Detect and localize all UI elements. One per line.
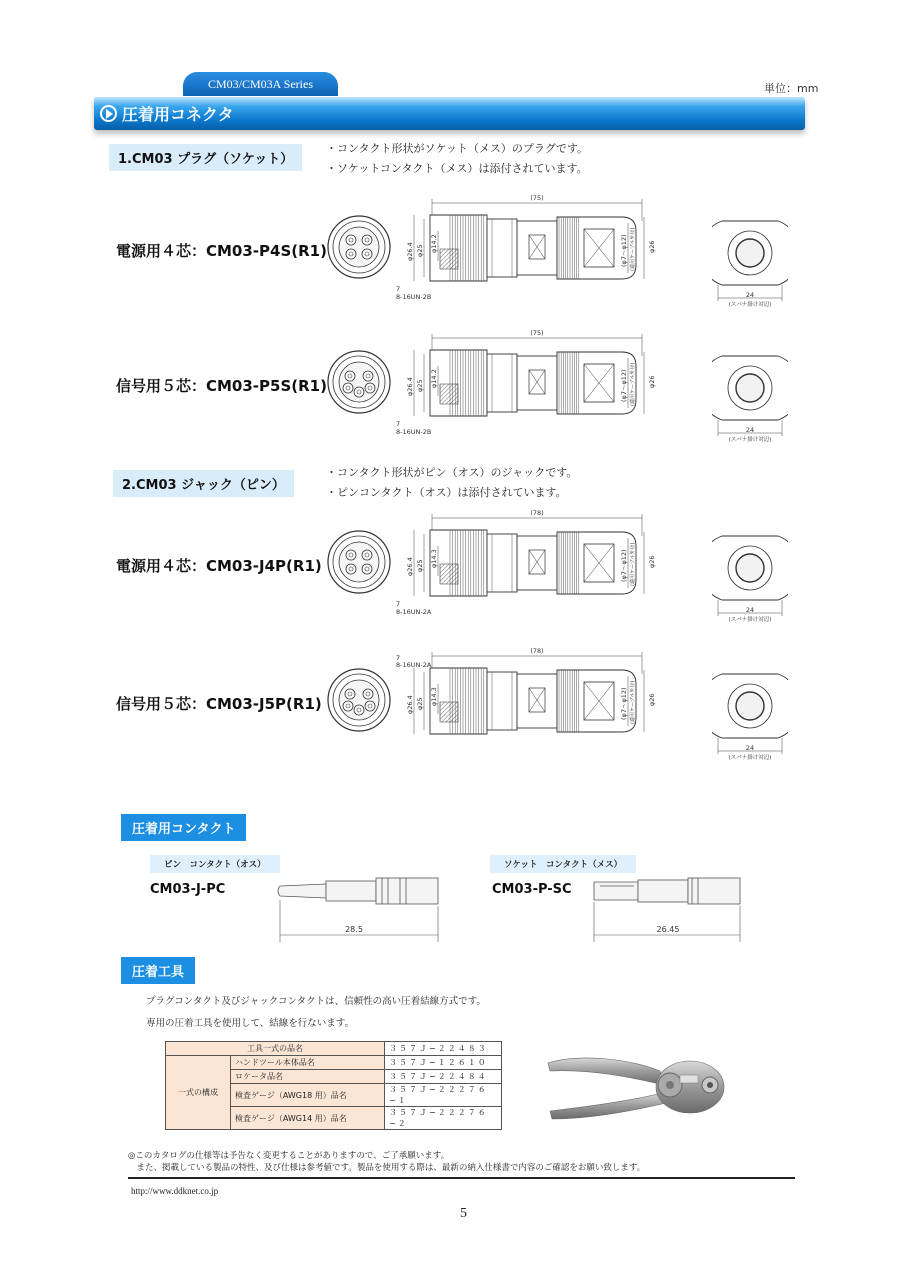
dimension-d2-label: φ25 xyxy=(416,244,424,257)
dimension-d4-label: φ26 xyxy=(648,555,656,568)
dimension-d4-label: φ26 xyxy=(648,240,656,253)
front-view-drawing xyxy=(326,667,392,733)
unit-label: 単位：mm xyxy=(764,82,819,95)
page-title: 圧着用コネクタ xyxy=(122,105,234,124)
contacts-title: 圧着用コンタクト xyxy=(121,814,246,841)
table-row-label: ハンドツール本体品名 xyxy=(231,1056,385,1070)
thread-num-label: 7 xyxy=(396,654,401,662)
dimension-d4-label: φ26 xyxy=(648,693,656,706)
dimension-d1-label: φ26.4 xyxy=(406,242,414,261)
end-view-drawing xyxy=(712,211,788,311)
socket-contact-length: 26.45 xyxy=(656,925,680,934)
section1-bullets: ・コンタクト形状がソケット（メス）のプラグです。 ・ソケットコンタクト（メス）は添付されています。 xyxy=(326,142,589,175)
page-number: 5 xyxy=(460,1206,467,1221)
side-view-drawing xyxy=(392,326,672,438)
thread-num-label: 7 xyxy=(396,285,401,293)
wrench-size-label: 24 xyxy=(745,606,755,614)
crimp-tool-photo xyxy=(540,1045,740,1130)
model-name: 電源用４芯：CM03-J4P(R1) xyxy=(116,557,322,575)
table-row-value: ３５７Ｊ−２２２７６−２ xyxy=(385,1107,502,1130)
socket-contact-label: ソケット コンタクト（メス） xyxy=(490,855,636,873)
cable-note-label: (適用ケーブル外径) xyxy=(630,362,636,406)
series-tab: CM03/CM03A Series xyxy=(183,72,338,96)
cable-range-label: (φ7～φ12) xyxy=(620,234,628,267)
thread-spec-label: 8-16UN-2B xyxy=(396,293,432,301)
thread-num-label: 7 xyxy=(396,600,401,608)
wrench-size-label: 24 xyxy=(745,426,755,434)
end-view-drawing xyxy=(712,664,788,764)
thread-spec-label: 8-16UN-2A xyxy=(396,608,432,616)
pin-contact-drawing xyxy=(270,870,450,945)
end-view-drawing xyxy=(712,346,788,446)
table-row-value: ３５７Ｊ−２２２７６−１ xyxy=(385,1084,502,1107)
thread-spec-label: 8-16UN-2B xyxy=(396,428,432,436)
dimension-d2-label: φ25 xyxy=(416,379,424,392)
table-row-label: 検査ゲージ（AWG14 用）品名 xyxy=(231,1107,385,1130)
table-header-value: ３５７Ｊ−２２４８３ xyxy=(385,1042,502,1056)
play-circle-icon xyxy=(100,105,117,122)
dimension-d4-label: φ26 xyxy=(648,375,656,388)
table-row-value: ３５７Ｊ−２２４８４ xyxy=(385,1070,502,1084)
footer-divider xyxy=(128,1177,795,1179)
tool-para1: プラグコンタクト及びジャックコンタクトは、信頼性の高い圧着結線方式です。 xyxy=(146,996,486,1007)
tool-table xyxy=(165,1041,502,1130)
wrench-note-label: (スパナ掛け対辺) xyxy=(728,302,772,308)
cable-note-label: (適用ケーブル外径) xyxy=(630,227,636,271)
front-view-drawing xyxy=(326,349,392,415)
tool-title: 圧着工具 xyxy=(121,957,195,984)
dimension-d3-label: φ14.3 xyxy=(430,549,438,568)
dimension-d3-label: φ14.2 xyxy=(430,234,438,253)
section2-bullets: ・コンタクト形状がピン（オス）のジャックです。 ・ピンコンタクト（オス）は添付されています。 xyxy=(326,466,578,499)
footer-note: ◎このカタログの仕様等は予告なく変更することがありますので、ご了承願います。 また、掲載している製品の特性、及び仕様は参考値です。製品を使用する際は、最新の納入仕様書で内容のご確認をお願い致します。 xyxy=(128,1150,646,1172)
end-view-drawing xyxy=(712,526,788,626)
front-view-drawing xyxy=(326,529,392,595)
dimension-d1-label: φ26.4 xyxy=(406,557,414,576)
side-view-drawing xyxy=(392,191,672,303)
table-group-label: 一式の構成 xyxy=(166,1056,231,1130)
table-row xyxy=(166,1056,502,1070)
dimension-d3-label: φ14.2 xyxy=(430,369,438,388)
pin-contact-model: CM03-J-PC xyxy=(150,882,226,897)
table-row xyxy=(166,1042,502,1056)
cable-range-label: (φ7～φ12) xyxy=(620,687,628,720)
pin-contact-length: 28.5 xyxy=(345,925,363,934)
wrench-size-label: 24 xyxy=(745,291,755,299)
thread-spec-label: 8-16UN-2A xyxy=(396,661,432,669)
side-view-drawing xyxy=(392,644,672,756)
overall-length-label: (78) xyxy=(530,509,544,517)
side-view-drawing xyxy=(392,506,672,618)
front-view-drawing xyxy=(326,214,392,280)
dimension-d3-label: φ14.3 xyxy=(430,687,438,706)
cable-range-label: (φ7～φ12) xyxy=(620,549,628,582)
socket-contact-model: CM03-P-SC xyxy=(492,882,572,897)
table-header-label: 工具一式の品名 xyxy=(166,1042,385,1056)
cable-note-label: (適用ケーブル外径) xyxy=(630,680,636,724)
socket-contact-drawing xyxy=(588,870,748,945)
dimension-d1-label: φ26.4 xyxy=(406,695,414,714)
footer-url[interactable]: http://www.ddknet.co.jp xyxy=(131,1186,219,1196)
wrench-note-label: (スパナ掛け対辺) xyxy=(728,755,772,761)
table-row-value: ３５７Ｊ−１２６１０ xyxy=(385,1056,502,1070)
pin-contact-label: ピン コンタクト（オス） xyxy=(150,855,280,873)
wrench-note-label: (スパナ掛け対辺) xyxy=(728,617,772,623)
overall-length-label: (75) xyxy=(530,329,544,337)
title-bar xyxy=(94,97,805,130)
model-name: 電源用４芯：CM03-P4S(R1) xyxy=(116,242,327,260)
model-name: 信号用５芯：CM03-J5P(R1) xyxy=(116,695,322,713)
table-row-label: 検査ゲージ（AWG18 用）品名 xyxy=(231,1084,385,1107)
thread-num-label: 7 xyxy=(396,420,401,428)
wrench-size-label: 24 xyxy=(745,744,755,752)
overall-length-label: (75) xyxy=(530,194,544,202)
wrench-note-label: (スパナ掛け対辺) xyxy=(728,437,772,443)
section1-label: 1.CM03 プラグ（ソケット） xyxy=(109,144,302,171)
dimension-d2-label: φ25 xyxy=(416,697,424,710)
section2-label: 2.CM03 ジャック（ピン） xyxy=(113,470,294,497)
tool-para2: 専用の圧着工具を使用して、結線を行ないます。 xyxy=(146,1018,355,1029)
cable-range-label: (φ7～φ12) xyxy=(620,369,628,402)
table-row-label: ロケータ品名 xyxy=(231,1070,385,1084)
dimension-d1-label: φ26.4 xyxy=(406,377,414,396)
overall-length-label: (78) xyxy=(530,647,544,655)
dimension-d2-label: φ25 xyxy=(416,559,424,572)
cable-note-label: (適用ケーブル外径) xyxy=(630,542,636,586)
model-name: 信号用５芯：CM03-P5S(R1) xyxy=(116,377,327,395)
